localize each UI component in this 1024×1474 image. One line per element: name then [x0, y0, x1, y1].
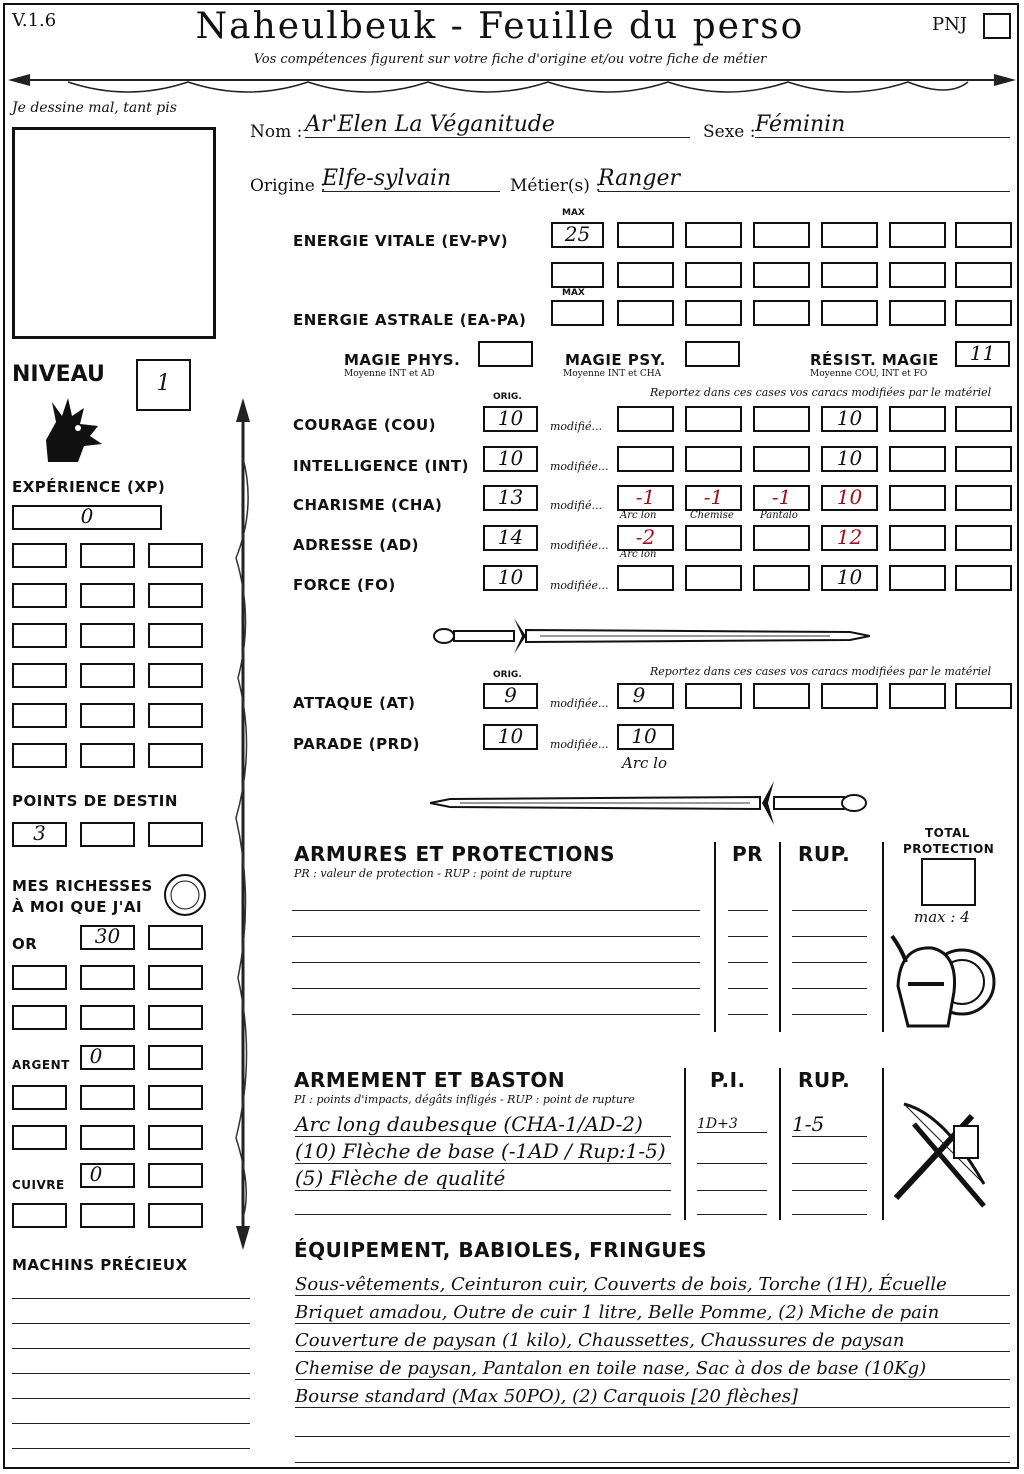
- charisme-mod-box[interactable]: [955, 485, 1012, 511]
- adresse-mod-box[interactable]: [955, 525, 1012, 551]
- equipement-line[interactable]: Bourse standard (Max 50PO), (2) Carquois [20 flèches]: [295, 1386, 1010, 1408]
- armement-col-pi: P.I.: [710, 1068, 746, 1092]
- charisme-mod2-note: Chemise: [690, 510, 734, 521]
- weapon-pi[interactable]: [697, 1170, 767, 1191]
- intelligence-final-value: 10: [836, 446, 863, 470]
- xp-box[interactable]: [12, 663, 67, 688]
- origine-label: Origine :: [250, 176, 326, 196]
- machins-line[interactable]: [12, 1323, 250, 1324]
- ev-box[interactable]: [617, 222, 674, 248]
- total-protection-label-2: PROTECTION: [903, 842, 995, 856]
- weapon-name[interactable]: Arc long daubesque (CHA-1/AD-2): [295, 1112, 671, 1137]
- cuivre-value: 0: [89, 1162, 103, 1186]
- charisme-mod1-note: Arc lon: [620, 510, 657, 521]
- machins-line[interactable]: [12, 1348, 250, 1349]
- charisme-mod-box[interactable]: [753, 485, 810, 511]
- force-mod-box[interactable]: [617, 565, 674, 591]
- equipement-line[interactable]: Sous-vêtements, Ceinturon cuir, Couverts de bois, Torche (1H), Écuelle: [295, 1274, 1010, 1296]
- or-label: OR: [12, 935, 38, 953]
- adresse-mod1-value: -2: [635, 525, 656, 549]
- ev-box[interactable]: [685, 262, 742, 288]
- parade-mod-label: modifiée...: [550, 738, 609, 751]
- ev-box[interactable]: [685, 222, 742, 248]
- weapon-pi[interactable]: [697, 1143, 767, 1164]
- courage-final-value: 10: [836, 406, 863, 430]
- ev-box[interactable]: [821, 262, 878, 288]
- argent-box[interactable]: [148, 1045, 203, 1070]
- sexe-field[interactable]: Féminin: [755, 112, 1010, 138]
- ev-box[interactable]: [551, 262, 604, 288]
- cuivre-box[interactable]: [12, 1203, 67, 1228]
- adresse-mod-box[interactable]: [685, 525, 742, 551]
- intelligence-final-box[interactable]: [821, 446, 878, 472]
- machins-line[interactable]: [12, 1448, 250, 1449]
- weapon-rup[interactable]: [792, 1166, 867, 1191]
- charisme-label: CHARISME (CHA): [293, 496, 443, 514]
- magie-psy-label: MAGIE PSY.: [565, 351, 666, 369]
- or-box[interactable]: [80, 965, 135, 990]
- charisme-mod-box[interactable]: [889, 485, 946, 511]
- adresse-mod-box[interactable]: [889, 525, 946, 551]
- niveau-box[interactable]: [136, 359, 191, 411]
- attaque-mod-box[interactable]: [617, 683, 674, 709]
- xp-box[interactable]: [12, 703, 67, 728]
- cuivre-label: CUIVRE: [12, 1178, 65, 1192]
- armures-divider: [779, 842, 781, 1032]
- cuivre-box[interactable]: [80, 1163, 135, 1188]
- courage-mod-box[interactable]: [753, 406, 810, 432]
- ea-box[interactable]: [955, 300, 1012, 326]
- intelligence-mod-box[interactable]: [617, 446, 674, 472]
- ev-box[interactable]: [753, 222, 810, 248]
- destin-label: POINTS DE DESTIN: [12, 792, 178, 810]
- or-value: 30: [94, 924, 121, 948]
- courage-orig-box[interactable]: [483, 406, 538, 432]
- xp-box[interactable]: [148, 543, 203, 568]
- attaque-mod-box[interactable]: [821, 683, 878, 709]
- xp-box[interactable]: [12, 543, 67, 568]
- sword-icon: [430, 612, 870, 660]
- combat-note: Reportez dans ces cases vos caracs modifiées par le matériel: [650, 665, 992, 678]
- weapon-name[interactable]: (5) Flèche de qualité: [295, 1166, 671, 1191]
- weapon-name[interactable]: (10) Flèche de base (-1AD / Rup:1-5): [295, 1139, 671, 1164]
- armure-line[interactable]: [292, 988, 700, 989]
- ea-box[interactable]: [821, 300, 878, 326]
- force-mod-box[interactable]: [685, 565, 742, 591]
- courage-final-box[interactable]: [821, 406, 878, 432]
- total-protection-max: max : 4: [914, 908, 970, 926]
- pr-line[interactable]: [728, 910, 768, 911]
- charisme-mod3-note: Pantalo: [760, 510, 798, 521]
- page-title: Naheulbeuk - Feuille du perso: [195, 6, 805, 47]
- armement-divider: [779, 1068, 781, 1220]
- portrait-caption: Je dessine mal, tant pis: [12, 100, 177, 116]
- staff-icon: [228, 398, 258, 1250]
- page-subtitle: Vos compétences figurent sur votre fiche d'origine et/ou votre fiche de métier: [253, 52, 767, 67]
- richesses-label-2: À MOI QUE J'AI: [12, 898, 143, 916]
- combat-orig-label: ORIG.: [493, 670, 522, 680]
- weapon-pi[interactable]: 1D+3: [697, 1116, 767, 1133]
- equipement-line[interactable]: Briquet amadou, Outre de cuir 1 litre, Belle Pomme, (2) Miche de pain: [295, 1302, 1010, 1324]
- force-mod-box[interactable]: [753, 565, 810, 591]
- argent-box[interactable]: [80, 1045, 135, 1070]
- courage-mod-box[interactable]: [955, 406, 1012, 432]
- adresse-orig-box[interactable]: [483, 525, 538, 551]
- pr-line[interactable]: [728, 962, 768, 963]
- adresse-final-value: 12: [836, 525, 863, 549]
- armement-title: ARMEMENT ET BASTON: [294, 1068, 566, 1092]
- ea-max-box[interactable]: [551, 300, 604, 326]
- parade-mod-value: 10: [631, 724, 657, 748]
- rup-line[interactable]: [792, 1014, 867, 1015]
- armement-col-rup: RUP.: [798, 1068, 851, 1092]
- charisme-mod-box[interactable]: [617, 485, 674, 511]
- rup-line[interactable]: [792, 936, 867, 937]
- intelligence-mod-box[interactable]: [889, 446, 946, 472]
- attaque-mod-box[interactable]: [889, 683, 946, 709]
- xp-box[interactable]: [80, 703, 135, 728]
- attaque-mod-value: 9: [632, 683, 646, 707]
- adresse-mod-box[interactable]: [753, 525, 810, 551]
- charisme-orig-value: 13: [497, 485, 524, 509]
- ev-box[interactable]: [889, 262, 946, 288]
- ev-max-value: 25: [564, 222, 591, 246]
- resist-magie-label: RÉSIST. MAGIE: [810, 351, 940, 369]
- armure-line[interactable]: [292, 962, 700, 963]
- destin-box[interactable]: [148, 822, 203, 847]
- magie-phys-sub: Moyenne INT et AD: [344, 369, 435, 379]
- intelligence-orig-box[interactable]: [483, 446, 538, 472]
- force-orig-box[interactable]: [483, 565, 538, 591]
- or-box[interactable]: [148, 925, 203, 950]
- adresse-mod-label: modifiée...: [550, 539, 609, 552]
- ea-box[interactable]: [617, 300, 674, 326]
- niveau-value: 1: [156, 371, 171, 396]
- rup-line[interactable]: [792, 962, 867, 963]
- origine-field[interactable]: Elfe-sylvain: [322, 166, 500, 192]
- force-label: FORCE (FO): [293, 576, 396, 594]
- weapon-line[interactable]: [295, 1214, 671, 1215]
- adresse-final-box[interactable]: [821, 525, 878, 551]
- intelligence-mod-label: modifiée...: [550, 460, 609, 473]
- parade-orig-box[interactable]: [483, 724, 538, 750]
- armures-col-pr: PR: [732, 842, 764, 866]
- resist-magie-value: 11: [969, 341, 996, 365]
- magie-psy-sub: Moyenne INT et CHA: [563, 369, 662, 379]
- attaque-mod-box[interactable]: [753, 683, 810, 709]
- xp-box[interactable]: [12, 583, 67, 608]
- argent-box[interactable]: [80, 1085, 135, 1110]
- weapons-icon: [884, 1094, 1000, 1214]
- xp-box[interactable]: [80, 663, 135, 688]
- xp-box[interactable]: [12, 623, 67, 648]
- caracs-note: Reportez dans ces cases vos caracs modifiées par le matériel: [650, 386, 992, 399]
- adresse-mod1-note: Arc lon: [620, 549, 657, 560]
- richesses-label-1: MES RICHESSES: [12, 877, 153, 895]
- or-box[interactable]: [148, 1005, 203, 1030]
- armures-title: ARMURES ET PROTECTIONS: [294, 842, 615, 866]
- rup-line[interactable]: [792, 988, 867, 989]
- xp-box[interactable]: [80, 623, 135, 648]
- intelligence-orig-value: 10: [497, 446, 524, 470]
- nom-field[interactable]: Ar'Elen La Véganitude: [305, 112, 690, 138]
- experience-box[interactable]: [12, 505, 162, 530]
- xp-box[interactable]: [148, 623, 203, 648]
- pnj-checkbox[interactable]: [983, 13, 1011, 39]
- pi-line[interactable]: [697, 1214, 767, 1215]
- or-box[interactable]: [80, 925, 135, 950]
- attaque-orig-value: 9: [504, 683, 517, 707]
- charisme-mod2-value: -1: [703, 485, 724, 509]
- armures-divider: [714, 842, 716, 1032]
- cuivre-box[interactable]: [148, 1203, 203, 1228]
- resist-magie-box[interactable]: [955, 341, 1010, 367]
- ev-box[interactable]: [955, 222, 1012, 248]
- xp-box[interactable]: [80, 583, 135, 608]
- argent-box[interactable]: [80, 1125, 135, 1150]
- adresse-orig-value: 14: [497, 525, 524, 549]
- pnj-label: PNJ: [932, 14, 968, 35]
- argent-box[interactable]: [148, 1125, 203, 1150]
- magie-phys-box[interactable]: [478, 341, 533, 367]
- ev-max-label: MAX: [562, 208, 585, 218]
- total-protection-label-1: TOTAL: [925, 826, 971, 840]
- xp-box[interactable]: [148, 663, 203, 688]
- ev-box[interactable]: [889, 222, 946, 248]
- charisme-final-box[interactable]: [821, 485, 878, 511]
- charisme-mod3-value: -1: [771, 485, 792, 509]
- ev-box[interactable]: [753, 262, 810, 288]
- force-orig-value: 10: [497, 565, 524, 589]
- magie-psy-box[interactable]: [685, 341, 740, 367]
- armure-line[interactable]: [292, 910, 700, 911]
- sword-icon: [430, 777, 870, 827]
- ev-max-box[interactable]: [551, 222, 604, 248]
- attaque-orig-box[interactable]: [483, 683, 538, 709]
- xp-box[interactable]: [148, 703, 203, 728]
- attaque-mod-box[interactable]: [955, 683, 1012, 709]
- adresse-mod-box[interactable]: [617, 525, 674, 551]
- niveau-label: NIVEAU: [12, 362, 105, 387]
- rup-line[interactable]: [792, 910, 867, 911]
- courage-mod-box[interactable]: [617, 406, 674, 432]
- destin-box[interactable]: [80, 822, 135, 847]
- ea-box[interactable]: [685, 300, 742, 326]
- machins-line[interactable]: [12, 1423, 250, 1424]
- total-protection-box[interactable]: [921, 858, 976, 906]
- rup-line[interactable]: [792, 1214, 867, 1215]
- metier-field[interactable]: Ranger: [598, 166, 1010, 192]
- intelligence-mod-box[interactable]: [685, 446, 742, 472]
- helmet-shield-icon: [888, 926, 1000, 1036]
- machins-line[interactable]: [12, 1398, 250, 1399]
- charisme-final-value: 10: [836, 485, 863, 509]
- experience-value: 0: [80, 504, 94, 528]
- machins-line[interactable]: [12, 1373, 250, 1374]
- parade-label: PARADE (PRD): [293, 735, 421, 753]
- equipement-line[interactable]: [295, 1436, 1010, 1437]
- adresse-label: ADRESSE (AD): [293, 536, 420, 554]
- argent-box[interactable]: [12, 1085, 67, 1110]
- machins-line[interactable]: [12, 1298, 250, 1299]
- attaque-mod-label: modifiée...: [550, 697, 609, 710]
- intelligence-label: INTELLIGENCE (INT): [293, 457, 469, 475]
- destin-box[interactable]: [12, 822, 67, 847]
- pr-line[interactable]: [728, 936, 768, 937]
- magie-phys-label: MAGIE PHYS.: [344, 351, 461, 369]
- resist-magie-sub: Moyenne COU, INT et FO: [810, 369, 928, 379]
- charisme-mod-box[interactable]: [685, 485, 742, 511]
- armure-line[interactable]: [292, 1014, 700, 1015]
- courage-mod-label: modifié...: [550, 420, 602, 433]
- attaque-mod-box[interactable]: [685, 683, 742, 709]
- ea-box[interactable]: [889, 300, 946, 326]
- or-box[interactable]: [12, 965, 67, 990]
- charisme-orig-box[interactable]: [483, 485, 538, 511]
- ev-label: ENERGIE VITALE (EV-PV): [293, 232, 509, 250]
- force-final-value: 10: [836, 565, 863, 589]
- dragon-icon: [38, 392, 106, 464]
- weapon-rup[interactable]: 1-5: [792, 1112, 867, 1137]
- courage-mod-box[interactable]: [889, 406, 946, 432]
- xp-box[interactable]: [148, 583, 203, 608]
- equipement-line[interactable]: Chemise de paysan, Pantalon en toile nase, Sac à dos de base (10Kg): [295, 1358, 1010, 1380]
- coin-icon: [162, 872, 208, 918]
- xp-box[interactable]: [148, 743, 203, 768]
- parade-mod-note: Arc lo: [622, 754, 667, 772]
- courage-mod-box[interactable]: [685, 406, 742, 432]
- attaque-label: ATTAQUE (AT): [293, 694, 416, 712]
- armures-sub: PR : valeur de protection - RUP : point de rupture: [294, 867, 572, 880]
- experience-label: EXPÉRIENCE (XP): [12, 478, 166, 496]
- ev-box[interactable]: [821, 222, 878, 248]
- cuivre-box[interactable]: [148, 1163, 203, 1188]
- parade-mod-box[interactable]: [617, 724, 674, 750]
- xp-box[interactable]: [80, 743, 135, 768]
- courage-label: COURAGE (COU): [293, 416, 437, 434]
- version-label: V.1.6: [12, 10, 57, 31]
- parade-orig-value: 10: [497, 724, 524, 748]
- ev-box[interactable]: [955, 262, 1012, 288]
- armement-sub: PI : points d'impacts, dégâts infligés - RUP : point de rupture: [294, 1093, 635, 1106]
- ea-box[interactable]: [753, 300, 810, 326]
- cuivre-box[interactable]: [80, 1203, 135, 1228]
- pr-line[interactable]: [728, 1014, 768, 1015]
- xp-box[interactable]: [80, 543, 135, 568]
- or-box[interactable]: [80, 1005, 135, 1030]
- or-box[interactable]: [12, 1005, 67, 1030]
- force-mod-label: modifiée...: [550, 579, 609, 592]
- nom-label: Nom :: [250, 122, 303, 142]
- ev-box[interactable]: [617, 262, 674, 288]
- charisme-mod-label: modifié...: [550, 499, 602, 512]
- charisme-mod1-value: -1: [635, 485, 656, 509]
- equipement-line[interactable]: [295, 1462, 1010, 1463]
- intelligence-mod-box[interactable]: [955, 446, 1012, 472]
- machins-label: MACHINS PRÉCIEUX: [12, 1256, 188, 1274]
- argent-box[interactable]: [12, 1125, 67, 1150]
- equipement-line[interactable]: Couverture de paysan (1 kilo), Chaussettes, Chaussures de paysan: [295, 1330, 1010, 1352]
- ea-label: ENERGIE ASTRALE (EA-PA): [293, 311, 527, 329]
- equipement-title: ÉQUIPEMENT, BABIOLES, FRINGUES: [294, 1238, 708, 1262]
- xp-box[interactable]: [12, 743, 67, 768]
- argent-box[interactable]: [148, 1085, 203, 1110]
- or-box[interactable]: [148, 965, 203, 990]
- courage-orig-value: 10: [497, 406, 524, 430]
- portrait-box[interactable]: [12, 127, 216, 339]
- destin-value: 3: [33, 821, 46, 845]
- caracs-orig-label: ORIG.: [493, 392, 522, 402]
- pr-line[interactable]: [728, 988, 768, 989]
- sexe-label: Sexe :: [703, 122, 756, 142]
- metier-label: Métier(s) :: [510, 176, 602, 196]
- argent-value: 0: [89, 1044, 103, 1068]
- weapon-rup[interactable]: [792, 1139, 867, 1164]
- argent-label: ARGENT: [12, 1058, 70, 1072]
- armure-line[interactable]: [292, 936, 700, 937]
- force-final-box[interactable]: [821, 565, 878, 591]
- armures-col-rup: RUP.: [798, 842, 851, 866]
- ea-max-label: MAX: [562, 288, 585, 298]
- force-mod-box[interactable]: [955, 565, 1012, 591]
- armures-divider: [882, 842, 884, 1032]
- armement-divider: [684, 1068, 686, 1220]
- intelligence-mod-box[interactable]: [753, 446, 810, 472]
- force-mod-box[interactable]: [889, 565, 946, 591]
